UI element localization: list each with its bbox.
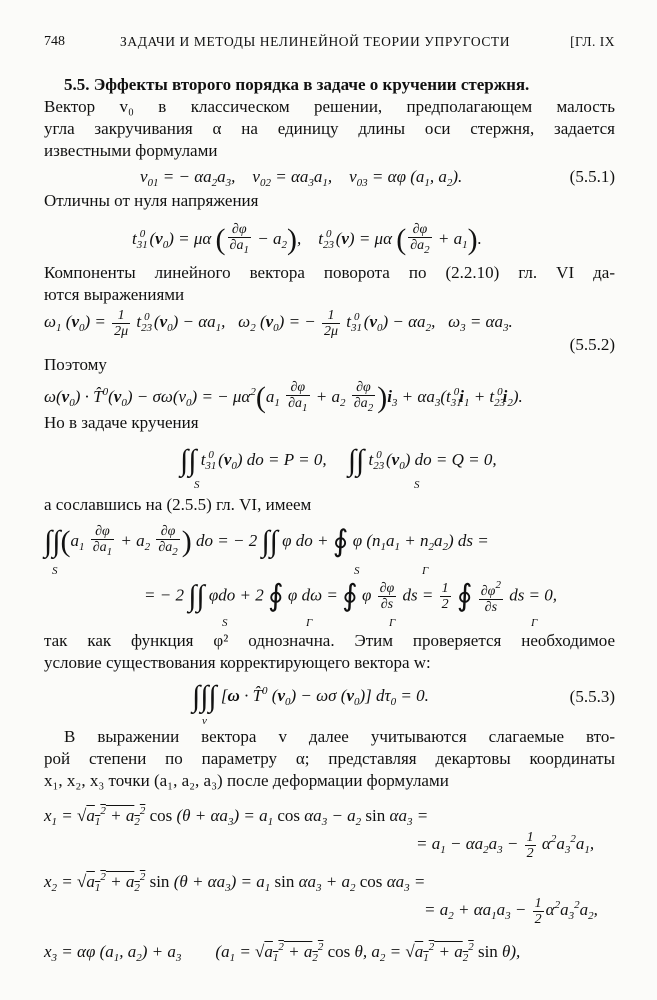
equation-product: $\omega(v_0)$ · $T̂^0(v_0) - \sigma\omega(v_0)$ = − $\mu\alpha^2(a_1$ $\frac{\partial\varphi}{\partial a_1}$ + $a_2$ $\frac{\partial\varphi}{\partial a_2}$ )$i_3 + \alpha a_3(t_{31}^0i_1 + t_{23}^0i_2)$. [44, 380, 523, 414]
text-line: рой степени по параметру α; представляя декартовы координаты [44, 749, 615, 768]
equation-number: (5.5.3) [569, 687, 615, 706]
text-line: Отличны от нуля напряжения [44, 191, 259, 210]
text-line: известными формулами [44, 141, 218, 160]
text-line: условие существования корректирующего вектора w: [44, 653, 431, 672]
text-line: так как функция φ² однозначна. Этим проверяется необходимое [44, 631, 615, 650]
equation-number: (5.5.1) [569, 167, 615, 186]
equation-5-5-3: ∫∫∫ [ω · T̂$^0$ $(v_0) - \omega\sigma$ $(v_0)$] $d\tau_0 = 0$. v (5.5.3) [192, 680, 615, 727]
text-line: В выражении вектора v далее учитываются слагаемые вто- [64, 727, 615, 746]
page-number: 748 [44, 34, 65, 49]
text-line: Поэтому [44, 355, 107, 374]
text-line: а сославшись на (2.5.5) гл. VI, имеем [44, 495, 312, 514]
running-header [44, 34, 615, 58]
text-line: Вектор v₀ в классическом решении, предполагающем малость [44, 97, 615, 116]
text-line: x₁, x₂, x₃ точки (a₁, a₂, a₃) после деформации формулами [44, 771, 449, 790]
equation-x1-line2: = $a_1 - \alpha a_2a_3$ − $\frac{1}{2}$ $\alpha^2a_3^2a_1$, [416, 829, 595, 861]
equation-number: (5.5.2) [569, 335, 615, 354]
equation-integral-identity-2: = − 2 ∫∫ φdo + 2 ∮ φ dω = ∮ φ $\frac{\partial\varphi}{\partial s}$ ds = $\frac{1}{2}$ ∮ $\frac{\partial\varphi^2}{\partial s}$ ds = 0, S Γ Γ Γ [144, 579, 558, 629]
equation-rotation: $\omega_1$ $(v_0)$ = $\frac{1}{2\mu}$ $t_{23}^0$ $(v_0) - \alpha a_1$, $\omega_2$ $(v_0)$ = − $\frac{1}{2\mu}$ $t_{31}^0$ $(v_0) - \alpha a_2$, $\omega_3 = \alpha a_3$. [44, 307, 513, 339]
book-page: 748 ЗАДАЧИ И МЕТОДЫ НЕЛИНЕЙНОЙ ТЕОРИИ УПРУГОСТИ [ГЛ. IX 5.5. Эффекты второго порядка в задаче о кручении стержня. Вектор v₀ в классическом решении, предполагающем малость угла закручивания α на единицу длины оси стержня, задается известными формулами $v_{01}$ = − $\alpha a_2a_3$, $v_{02} = \alpha a_3a_1$, $v_{03} = \alpha\varphi$ ($a_1$, $a_2$). (5.5.1) Отличны от нуля напряжения $t_{31}^0$ $(v_0) = \mu\alpha$ ( $\frac{\partial\varphi}{\partial a_1}$ − $a_2$), $t_{23}^0$ (v) = μα ( $\frac{\partial\varphi}{\partial a_2}$ + $a_1$). Компоненты линейного вектора поворота по (2.2.10) гл. VI да- ются выражениями $\omega_1$ $(v_0)$ = $\frac{1}{2\mu}$ $t_{23}^0$ $(v_0) - \alpha a_1$, $\omega_2$ $(v_0)$ = − $\frac{1}{2\mu}$ $t_{31}^0$ $(v_0) - \alpha a_2$, $\omega_3 = \alpha a_3$. (5.5.2) Поэтому $\omega(v_0)$ · $T̂^0(v_0) - \sigma\omega(v_0)$ = − $\mu\alpha^2(a_1$ $\frac{\partial\varphi}{\partial a_1}$ + $a_2$ $\frac{\partial\varphi}{\partial a_2}$ )$i_3 + \alpha a_3(t_{31}^0i_1 + t_{23}^0i_2)$. Но в задаче кручения ∫∫ $t_{31}^0$ $(v_0)$ do = P = 0, ∫∫ $t_{23}^0$ $(v_0)$ do = Q = 0, S S а сославшись на (2.5.5) гл. VI, имеем $\int\int(a_1$ $\frac{\partial\varphi}{\partial a_1}$ + $a_2$ $\frac{\partial\varphi}{\partial a_2}$ ) do = − 2 ∫∫ φ do + ∮ φ $(n_1a_1 + n_2a_2)$ ds = S S Γ = − 2 ∫∫ φdo + 2 ∮ φ dω = ∮ φ $\frac{\partial\varphi}{\partial s}$ ds = $\frac{1}{2}$ ∮ $\frac{\partial\varphi^2}{\partial s}$ ds = 0, S Γ Γ Γ так как функция φ² однозначна. Этим проверяется необходимое условие существования корректирующего вектора w: ∫∫∫ [ω · T̂$^0$ $(v_0) - \omega\sigma$ $(v_0)$] $d\tau_0 = 0$. v (5.5.3) В выражении вектора v далее учитываются слагаемые вто- рой степени по параметру α; представляя декартовы координаты x₁, x₂, x₃ точки (a₁, a₂, a₃) после деформации формулами $x_1 = √a_1^2 + a_2^2$ $\cos (\theta + \alpha a_3) = a_1$ $\cos \alpha a_3 - a_2$ $\sin \alpha a_3$ = = $a_1 - \alpha a_2a_3$ − $\frac{1}{2}$ $\alpha^2a_3^2a_1$, $x_2 = √a_1^2 + a_2^2$ $\sin (\theta + \alpha a_3) = a_1$ $\sin \alpha a_3 + a_2$ $\cos \alpha a_3$ = = $a_2 + \alpha a_1a_3$ − $\frac{1}{2}$ $\alpha^2a_3^2a_2$, $x_3 = \alpha\varphi$ ($a_1$, $a_2) + a_3$ ($a_1 = √a_1^2 + a_2^2$ cos θ, $a_2 = √a_1^2 + a_2^2$ sin θ), [0, 0, 657, 1000]
equation-stresses: $t_{31}^0$ $(v_0) = \mu\alpha$ ( $\frac{\partial\varphi}{\partial a_1}$ − $a_2$), $t_{23}^0$ (v) = μα ( $\frac{\partial\varphi}{\partial a_2}$ + $a_1$). [132, 222, 482, 256]
text-line: Компоненты линейного вектора поворота по (2.2.10) гл. VI да- [44, 263, 615, 282]
running-head-title: ЗАДАЧИ И МЕТОДЫ НЕЛИНЕЙНОЙ ТЕОРИИ УПРУГОСТИ [120, 34, 511, 49]
section-heading: 5.5. Эффекты второго порядка в задаче о кручении стержня. [64, 75, 530, 94]
equation-x2-line2: = $a_2 + \alpha a_1a_3$ − $\frac{1}{2}$ $\alpha^2a_3^2a_2$, [424, 895, 598, 927]
chapter-label: [ГЛ. IX [570, 34, 615, 49]
equation-integrals-pq: ∫∫ $t_{31}^0$ $(v_0)$ do = P = 0, ∫∫ $t_{23}^0$ $(v_0)$ do = Q = 0, S S [180, 444, 497, 491]
text-line: угла закручивания α на единицу длины оси стержня, задается [44, 119, 615, 138]
text-line: ются выражениями [44, 285, 185, 304]
text-line: Но в задаче кручения [44, 413, 199, 432]
equation-integral-identity-1: $\int\int(a_1$ $\frac{\partial\varphi}{\partial a_1}$ + $a_2$ $\frac{\partial\varphi}{\partial a_2}$ ) do = − 2 ∫∫ φ do + ∮ φ $(n_1a_1 + n_2a_2)$ ds = S S Γ [44, 524, 489, 577]
